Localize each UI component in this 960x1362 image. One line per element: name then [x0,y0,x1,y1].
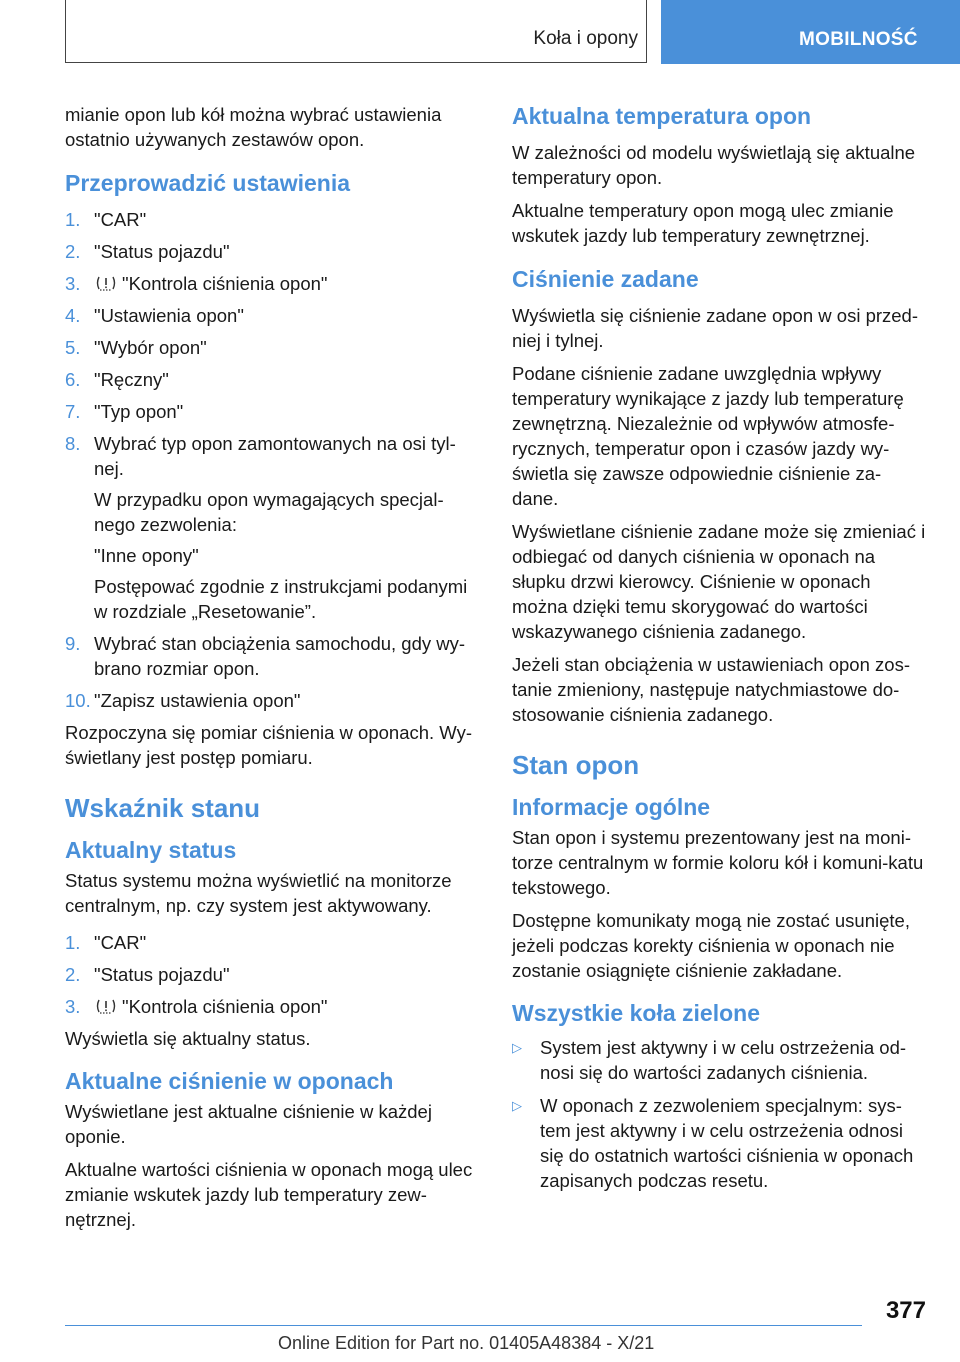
footer-edition: Online Edition for Part no. 01405A48384 - X/21 [278,1333,655,1353]
list-item: 6. "Ręczny" [65,369,169,390]
list-item: 2. "Status pojazdu" [65,241,230,262]
heading-all-wheels-green: Wszystkie koła zielone [512,1000,760,1026]
pressure-paragraph-2: Aktualne wartości ciśnienia w oponach mogą ulec zmianie wskutek jazdy lub temperatury zew-nętrznej. [65,1159,473,1230]
temp-paragraph-2: Aktualne temperatury opon mogą ulec zmianie wskutek jazdy lub temperatury zewnętrznej. [512,200,894,246]
list-item: 8. Wybrać typ opon zamontowanych na osi tyl-nej. W przypadku opon wymagających specjal-nego zezwolenia: "Inne opony" Postępować zgodnie z instrukcjami podanymi w rozdziale „Resetowanie”. [65,433,468,622]
heading-current-temperature: Aktualna temperatura opon [512,103,812,129]
list-item: ▷ System jest aktywny i w celu ostrzeżenia od-nosi się do wartości zadanych ciśnienia. [512,1037,907,1083]
list-item: 1. "CAR" [65,209,147,230]
heading-general-info: Informacje ogólne [512,794,711,820]
list-item: 10. "Zapisz ustawienia opon" [65,690,301,711]
left-column [65,102,479,1240]
header-chapter-label: MOBILNOŚĆ [799,29,918,50]
list-item: 4. "Ustawienia opon" [65,305,244,326]
general-paragraph-2: Dostępne komunikaty mogą nie zostać usunięte, jeżeli podczas korekty ciśnienia w oponach nie zostanie osiągnięte ciśnienie zakładane. [512,910,910,981]
list-item: ▷ W oponach z zezwoleniem specjalnym: sys-tem jest aktywny i w celu ostrzeżenia odnosi się do ostatnich wartości ciśnienia w oponach zapisanych podczas resetu. [512,1095,914,1191]
temp-paragraph-1: W zależności od modelu wyświetlają się aktualne temperatury opon. [512,142,916,188]
target-paragraph-3: Wyświetlane ciśnienie zadane może się zmieniać i odbiegać od danych ciśnienia w oponach na słupku drzwi kierowcy. Ciśnienie w oponach można dzięki temu skorygować do wartości wskazywanego ciśnienia zadanego. [512,521,926,642]
heading-current-pressure: Aktualne ciśnienie w oponach [65,1068,394,1094]
after-steps-paragraph: Rozpoczyna się pomiar ciśnienia w oponach. Wy-świetlany jest postęp pomiaru. [65,722,473,768]
page-number: 377 [885,1297,926,1324]
general-paragraph-1: Stan opon i systemu prezentowany jest na moni-torze centralnym w formie koloru kół i komuni-katu tekstowego. [512,827,924,898]
heading-status-indicator: Wskaźnik stanu [65,793,261,823]
header-chapter-tab [661,0,960,64]
heading-current-status: Aktualny status [65,837,237,863]
footer-divider [65,1325,862,1326]
list-item: 9. Wybrać stan obciążenia samochodu, gdy wy-brano rozmiar opon. [65,633,466,679]
list-item: 7. "Typ opon" [65,401,184,422]
list-item: 3. "Kontrola ciśnienia opon" [65,996,328,1017]
triangle-bullet-icon: ▷ [512,1040,522,1055]
heading-tire-state: Stan opon [512,750,640,780]
current-status-paragraph: Status systemu można wyświetlić na monitorze centralnym, np. czy system jest aktywowany. [65,870,452,916]
list-item: 2. "Status pojazdu" [65,964,230,985]
tire-pressure-warning-icon [95,274,117,292]
pressure-paragraph-1: Wyświetlane jest aktualne ciśnienie w każdej oponie. [65,1101,432,1147]
triangle-bullet-icon: ▷ [512,1098,522,1113]
heading-settings: Przeprowadzić ustawienia [65,170,351,196]
target-paragraph-2: Podane ciśnienie zadane uwzględnia wpływy temperatury wynikające z jazdy lub temperaturę zewnętrzną. Niezależnie od wpływów atmosfe-rycznych, temperatur opon i czasów jazdy wy-świetla się zawsze odpowiednie ciśnienie za-dane. [512,363,904,509]
tire-pressure-warning-icon [95,997,117,1015]
target-paragraph-4: Jeżeli stan obciążenia w ustawieniach opon zos-tanie zmieniony, następuje natychmiastowe do-stosowanie ciśnienia zadanego. [512,654,910,725]
list-item: 3. "Kontrola ciśnienia opon" [65,273,328,294]
heading-target-pressure: Ciśnienie zadane [512,266,699,292]
after-steps2-paragraph: Wyświetla się aktualny status. [65,1028,311,1049]
target-paragraph-1: Wyświetla się ciśnienie zadane opon w osi przed-niej i tylnej. [512,305,919,351]
list-item: 5. "Wybór opon" [65,337,207,358]
right-column [512,102,926,1201]
header-section-title: Koła i opony [533,28,638,49]
intro-paragraph: mianie opon lub kół można wybrać ustawienia ostatnio używanych zestawów opon. [65,104,442,150]
list-item: 1. "CAR" [65,932,147,953]
